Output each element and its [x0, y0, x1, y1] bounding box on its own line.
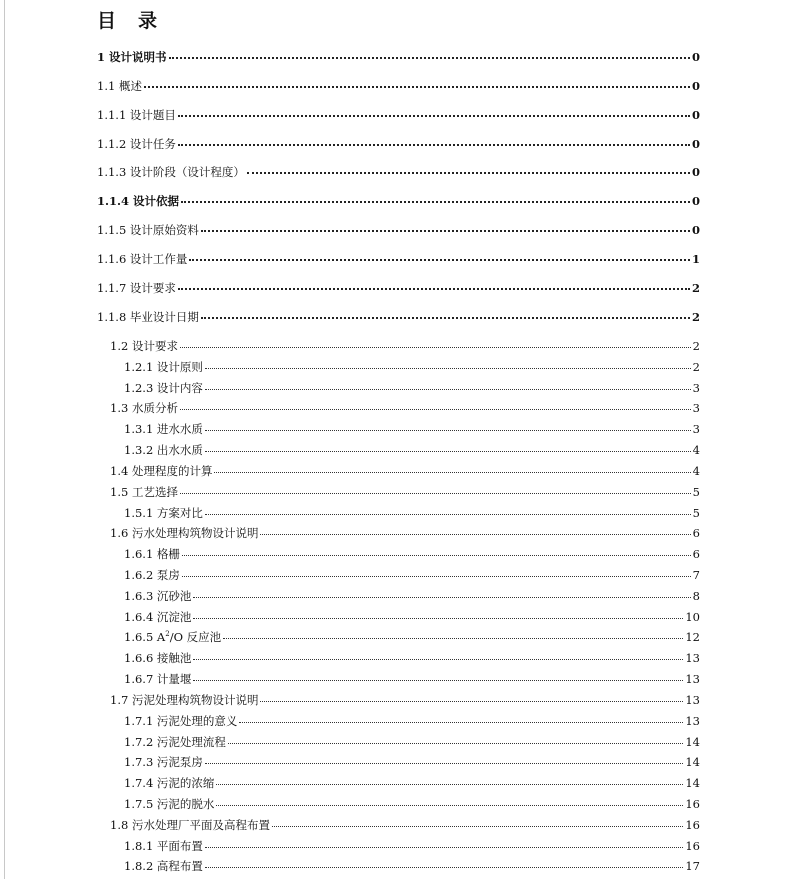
toc-leader [193, 596, 690, 598]
toc-entry-page: 8 [692, 589, 700, 603]
toc-entry[interactable] [110, 525, 700, 541]
toc-entry[interactable] [124, 734, 700, 750]
toc-entry-page: 0 [691, 194, 700, 208]
toc-entry-label: 1.6.4 沉淀池 [124, 610, 192, 624]
toc-entry-label: 1.8 污水处理厂平面及高程布置 [110, 818, 270, 832]
toc-entry[interactable] [110, 817, 700, 833]
toc-entry-page: 5 [692, 485, 700, 499]
toc-entry[interactable] [124, 546, 700, 562]
toc-entry-label: 1.2.3 设计内容 [124, 381, 203, 395]
toc-entry[interactable] [124, 775, 700, 791]
toc-entry-page: 0 [691, 50, 700, 64]
toc-leader [180, 346, 691, 348]
toc-entry-page: 13 [685, 672, 700, 686]
toc-entry-label [124, 629, 221, 645]
toc-entry-page: 16 [685, 818, 700, 832]
toc-leader [216, 804, 683, 806]
toc-entry-page: 3 [692, 422, 700, 436]
toc-entry-label: 1.5.1 方案对比 [124, 506, 203, 520]
toc-entry[interactable] [124, 588, 700, 604]
toc-entry-page: 16 [685, 797, 700, 811]
toc-entry-label-part: 1.6.5 A [124, 630, 166, 644]
toc-leader [193, 617, 683, 619]
toc-entry[interactable] [97, 309, 700, 325]
toc-entry[interactable] [124, 629, 700, 645]
toc-entry[interactable] [124, 421, 700, 437]
toc-entry-label: 1.6.2 泵房 [124, 568, 180, 582]
toc-entry-label: 1.6 污水处理构筑物设计说明 [110, 526, 259, 540]
toc-entry[interactable] [124, 359, 700, 375]
toc-entry[interactable] [97, 107, 700, 123]
toc-entry[interactable] [97, 164, 700, 180]
toc-entry-label: 1.6.1 格栅 [124, 547, 180, 561]
toc-entry[interactable] [124, 671, 700, 687]
toc-entry[interactable] [124, 858, 700, 874]
toc-entry[interactable] [110, 338, 700, 354]
title-char-2: 录 [138, 10, 158, 32]
toc-leader [181, 200, 690, 203]
toc-entry-label-part: /O 反应池 [169, 630, 222, 644]
toc-entry-label-superscript: 2 [165, 630, 170, 639]
toc-leader [272, 825, 683, 827]
toc-entry-label: 1.8.1 平面布置 [124, 839, 203, 853]
toc-entry-label: 1.7.1 污泥处理的意义 [124, 714, 238, 728]
title-char-1: 目 [97, 10, 117, 32]
toc-leader [247, 171, 690, 174]
toc-leader [182, 554, 691, 556]
toc-entry[interactable] [97, 280, 700, 296]
toc-entry-page: 6 [692, 547, 700, 561]
toc-entry[interactable] [124, 796, 700, 812]
toc-entry[interactable] [124, 609, 700, 625]
toc-entry[interactable] [124, 442, 700, 458]
toc-entry-page: 14 [685, 776, 700, 790]
toc-entry-label: 1.1.3 设计阶段（设计程度） [97, 165, 245, 179]
toc-entry-label: 1.3.2 出水水质 [124, 443, 203, 457]
toc-entry[interactable] [97, 193, 700, 209]
toc-leader [260, 533, 690, 535]
toc-leader [178, 114, 690, 117]
toc-entry-label: 1.1.8 毕业设计日期 [97, 310, 199, 324]
toc-entry[interactable] [124, 567, 700, 583]
toc-entry-label: 1.7 污泥处理构筑物设计说明 [110, 693, 259, 707]
toc-entry-page: 0 [691, 223, 700, 237]
toc-entry-page: 7 [692, 568, 700, 582]
toc-entry-page: 10 [685, 610, 700, 624]
toc-entry-label: 1.1.2 设计任务 [97, 137, 176, 151]
toc-entry-label: 1.1.1 设计题目 [97, 108, 176, 122]
toc-leader [205, 429, 691, 431]
toc-entry-page: 2 [692, 339, 700, 353]
toc-leader [144, 85, 690, 88]
toc-entry-page: 1 [691, 252, 700, 266]
toc-entry-page: 3 [692, 401, 700, 415]
toc-leader [180, 408, 691, 410]
toc-entry-page: 2 [691, 281, 700, 295]
toc-leader [205, 367, 691, 369]
toc-entry-label: 1.7.3 污泥泵房 [124, 755, 203, 769]
toc-entry-label: 1 设计说明书 [97, 50, 167, 64]
toc-entry-label: 1.3.1 进水水质 [124, 422, 203, 436]
toc-entry-label: 1.4 处理程度的计算 [110, 464, 213, 478]
toc-leader [205, 388, 691, 390]
toc-entry[interactable] [110, 463, 700, 479]
toc-entry-label: 1.3 水质分析 [110, 401, 178, 415]
toc-leader [193, 658, 683, 660]
toc-entry[interactable] [97, 251, 700, 267]
toc-entry[interactable] [97, 49, 700, 65]
toc-entry-page: 0 [691, 165, 700, 179]
toc-entry-page: 16 [685, 839, 700, 853]
toc-entry[interactable] [124, 713, 700, 729]
toc-leader [216, 783, 683, 785]
toc-entry-page: 0 [691, 137, 700, 151]
toc-entry[interactable] [124, 754, 700, 770]
toc-entry-page: 3 [692, 381, 700, 395]
toc-leader [180, 492, 691, 494]
toc-leader [178, 287, 690, 290]
toc-entry[interactable] [110, 484, 700, 500]
toc-leader [205, 513, 691, 515]
toc-leader [205, 866, 683, 868]
toc-leader [228, 742, 683, 744]
toc-entry-page: 0 [691, 108, 700, 122]
toc-leader [193, 679, 683, 681]
toc-entry-page: 13 [685, 651, 700, 665]
toc-leader [260, 700, 683, 702]
toc-entry-label: 1.7.5 污泥的脱水 [124, 797, 215, 811]
toc-leader [205, 846, 683, 848]
toc-entry-label: 1.1.5 设计原始资料 [97, 223, 199, 237]
toc-entry[interactable] [124, 650, 700, 666]
toc-entry[interactable] [124, 838, 700, 854]
toc-entry-label: 1.2.1 设计原则 [124, 360, 203, 374]
toc-entry[interactable] [110, 692, 700, 708]
toc-leader [182, 575, 691, 577]
toc-leader [205, 450, 691, 452]
toc-entry-page: 2 [691, 310, 700, 324]
toc-entry-page: 0 [691, 79, 700, 93]
toc-entry-label: 1.7.2 污泥处理流程 [124, 735, 226, 749]
toc-entry-label: 1.6.6 接触池 [124, 651, 192, 665]
toc-leader [214, 471, 690, 473]
toc-entry-page: 12 [685, 630, 700, 644]
toc-entry-label: 1.1 概述 [97, 79, 142, 93]
toc-entry-label: 1.8.2 高程布置 [124, 859, 203, 873]
toc-entry-page: 2 [692, 360, 700, 374]
toc-leader [239, 721, 683, 723]
toc-entry-page: 17 [685, 859, 700, 873]
toc-entry-label: 1.1.6 设计工作量 [97, 252, 188, 266]
toc-entry[interactable] [110, 400, 700, 416]
toc-entry-page: 13 [685, 693, 700, 707]
toc-leader [205, 762, 683, 764]
toc-entry-page: 5 [692, 506, 700, 520]
toc-entry[interactable] [124, 505, 700, 521]
toc-leader [223, 637, 683, 639]
toc-leader [189, 258, 690, 261]
toc-leader [201, 229, 690, 232]
toc-entry[interactable] [97, 78, 700, 94]
toc-entry-page: 6 [692, 526, 700, 540]
toc-entry-label: 1.7.4 污泥的浓缩 [124, 776, 215, 790]
toc-entry[interactable] [97, 222, 700, 238]
toc-entry[interactable] [124, 380, 700, 396]
toc-entry-page: 4 [692, 464, 700, 478]
toc-entry-page: 14 [685, 755, 700, 769]
toc-entry-label: 1.1.7 设计要求 [97, 281, 176, 295]
toc-entry-page: 13 [685, 714, 700, 728]
toc-leader [178, 143, 690, 146]
toc-entry-page: 4 [692, 443, 700, 457]
toc-leader [169, 56, 690, 59]
toc-entry-label: 1.6.7 计量堰 [124, 672, 192, 686]
toc-entry[interactable] [97, 136, 700, 152]
toc-leader [201, 316, 690, 319]
toc-entry-label: 1.2 设计要求 [110, 339, 178, 353]
toc-entry-label: 1.6.3 沉砂池 [124, 589, 192, 603]
toc-entry-label: 1.5 工艺选择 [110, 485, 178, 499]
toc-entry-page: 14 [685, 735, 700, 749]
toc-entry-label: 1.1.4 设计依据 [97, 194, 180, 208]
